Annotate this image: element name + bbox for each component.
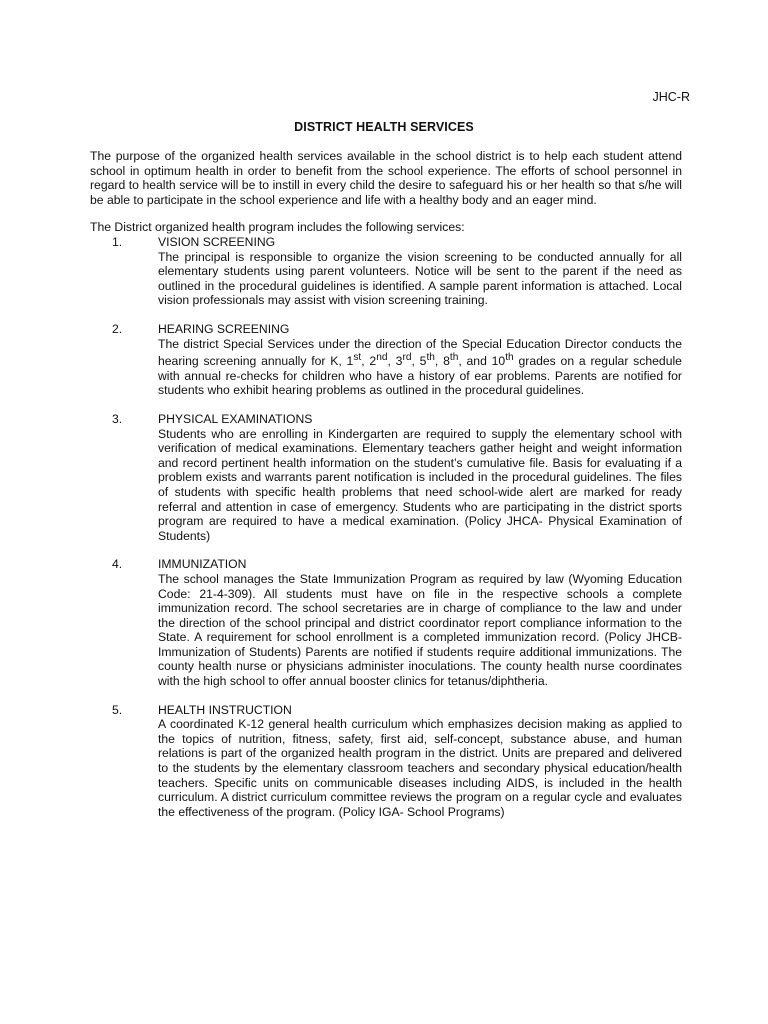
service-heading: HEARING SCREENING (158, 321, 290, 336)
service-heading: HEALTH INSTRUCTION (158, 702, 292, 717)
service-heading: IMMUNIZATION (158, 557, 247, 572)
grade-suffix-1: st (353, 352, 362, 364)
grade-suffix-2: nd (376, 352, 388, 364)
grade-base-8: 8 (443, 354, 450, 369)
document-code: JHC-R (652, 90, 690, 104)
grade-base-3: 3 (395, 354, 403, 369)
services-list (90, 235, 682, 819)
services-intro: The District organized health program includes the following services: (90, 220, 465, 235)
document-body (90, 149, 682, 833)
service-number: 1. (112, 234, 123, 249)
service-number: 2. (112, 321, 123, 336)
grade-base-2: 2 (369, 354, 377, 369)
service-text: The district Special Services under the direction of the Special Education Director conducts the hearing screening annually for K, 1st, 2nd, 3rd, 5th, 8th, and 10th grades on a regular schedule with annual re-checks for children who have a history of ear problems. Parents are notified for students who exhibit hearing problems as outlined in the procedural guidelines. (158, 336, 682, 398)
service-text: Students who are enrolling in Kindergarten are required to supply the elementary school with verification of medical examinations. Elementary teachers gather height and weight information and record pertinent health information on the student’s cumulative file. Basis for evaluating if a problem exists and warrants parent notification is included in the procedural guidelines. The files of students with specific health problems that need school-wide alert are marked for ready referral and attention in case of emergency. Students who are participating in the district sports program are required to have a medical examination. (Policy JHCA- Physical Examination of Students) (158, 426, 682, 543)
grade-base-5: 5 (419, 354, 427, 369)
service-item (90, 703, 682, 820)
grade-suffix-10: th (505, 352, 514, 364)
service-item (90, 412, 682, 543)
hearing-text-after: grades on a regular schedule with annual re-checks for children who have a history of ear problems. Parents are notified for students who exhibit hearing problems as outlined in the procedural guidelines. (158, 354, 682, 398)
grade-suffix-8: th (449, 352, 459, 364)
service-number: 3. (112, 411, 123, 426)
grade-base-10: 10 (491, 354, 506, 369)
service-number: 5. (112, 702, 123, 717)
service-heading: PHYSICAL EXAMINATIONS (158, 411, 313, 426)
service-item (90, 322, 682, 398)
grade-suffix-3: rd (402, 352, 412, 364)
grade-suffix-5: th (426, 352, 435, 364)
hearing-text-before: The district Special Services under the direction of the Special Education Director conducts the hearing screening annually for K, 1 (158, 336, 682, 369)
service-text: The principal is responsible to organize the vision screening to be conducted annually for all elementary students using parent volunteers. Notice will be sent to the parent if the need as outlined in the procedural guidelines is identified. A sample parent information is attached. Local vision professionals may assist with vision screening training. (158, 249, 682, 308)
service-text: A coordinated K-12 general health curriculum which emphasizes decision making as applied to the topics of nutrition, fitness, safety, first aid, self-concept, substance abuse, and human relations is part of the organized health program in the district. Units are prepared and delivered to the students by the elementary classroom teachers and secondary physical education/health teachers. Specific units on communicable diseases including AIDS, is included in the health curriculum. A district curriculum committee reviews the program on a regular cycle and evaluates the effectiveness of the program. (Policy IGA- School Programs) (158, 717, 682, 819)
service-item (90, 235, 682, 308)
service-heading: VISION SCREENING (158, 234, 276, 249)
purpose-paragraph: The purpose of the organized health services available in the school district is to help each student attend school in optimum health in order to benefit from the school experience. The efforts of school personnel in regard to health service will be to instill in every child the desire to safeguard his or her health so that s/he will be able to participate in the school experience and life with a healthy body and an eager mind. (90, 149, 682, 207)
service-item (90, 557, 682, 688)
document-title: DISTRICT HEALTH SERVICES (294, 120, 474, 134)
service-number: 4. (112, 557, 123, 572)
service-text: The school manages the State Immunization Program as required by law (Wyoming Education Code: 21-4-309). All students must have on file in the respective schools a complete immunization record. The school secretaries are in charge of compliance to the law and under the direction of the school principal and district coordinator report compliance information to the State. A requirement for school enrollment is a completed immunization record. (Policy JHCB- Immunization of Students) Parents are notified if students require additional immunizations. The county health nurse or physicians administer inoculations. The county health nurse coordinates with the high school to offer annual booster clinics for tetanus/diphtheria. (158, 571, 682, 689)
